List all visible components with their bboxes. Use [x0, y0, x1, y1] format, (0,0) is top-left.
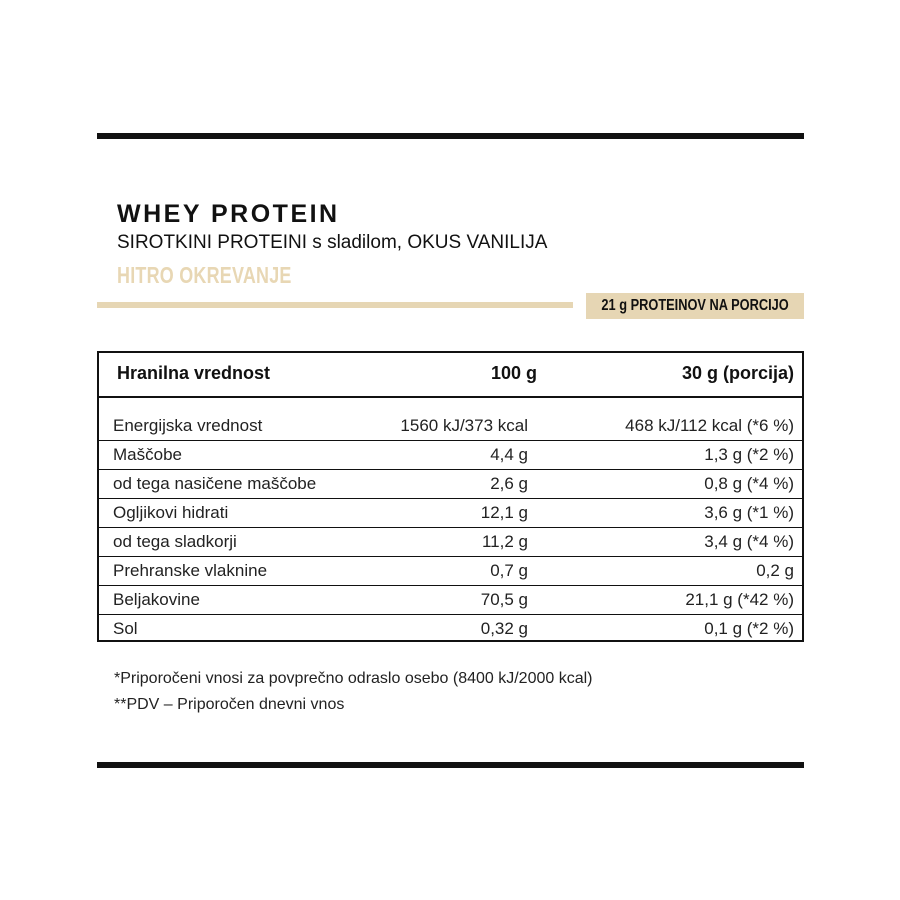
table-row	[99, 586, 802, 615]
table-row	[99, 441, 802, 470]
row-per-serving: 0,2 g	[756, 561, 794, 580]
product-tagline: HITRO OKREVANJE	[117, 262, 292, 288]
row-per-serving: 0,1 g (*2 %)	[704, 619, 794, 638]
row-per-serving: 21,1 g (*42 %)	[685, 590, 794, 609]
row-per-serving: 468 kJ/112 kcal (*6 %)	[625, 416, 794, 435]
row-per-serving: 3,4 g (*4 %)	[704, 532, 794, 551]
header-per-serving: 30 g (porcija)	[681, 363, 794, 383]
table-row	[99, 470, 802, 499]
footnote-pdv: **PDV – Priporočen dnevni vnos	[114, 696, 345, 713]
row-per-100g: 0,32 g	[480, 619, 528, 638]
row-per-100g: 12,1 g	[480, 503, 528, 522]
table-row	[99, 412, 802, 441]
row-nutrient: od tega nasičene maščobe	[113, 474, 317, 493]
footnote-reference-intake: *Priporočeni vnosi za povprečno odraslo osebo (8400 kJ/2000 kcal)	[114, 670, 593, 687]
nutrition-table	[97, 351, 804, 642]
table-row	[99, 615, 802, 643]
row-nutrient: Ogljikovi hidrati	[113, 503, 229, 522]
row-nutrient: Sol	[113, 619, 138, 638]
row-per-100g: 1560 kJ/373 kcal	[400, 416, 528, 435]
row-per-serving: 0,8 g (*4 %)	[704, 474, 794, 493]
row-per-100g: 11,2 g	[481, 532, 528, 551]
product-subtitle: SIROTKINI PROTEINI s sladilom, OKUS VANILIJA	[117, 232, 548, 253]
row-per-100g: 2,6 g	[490, 474, 528, 493]
row-per-100g: 4,4 g	[490, 445, 528, 464]
row-nutrient: Prehranske vlaknine	[113, 561, 268, 580]
bottom-divider	[97, 762, 804, 768]
row-per-100g: 0,7 g	[490, 561, 528, 580]
header-per-100g: 100 g	[490, 363, 537, 383]
table-row	[99, 528, 802, 557]
row-nutrient: od tega sladkorji	[113, 532, 237, 551]
table-body	[99, 412, 802, 643]
table-row	[99, 557, 802, 586]
row-per-serving: 1,3 g (*2 %)	[704, 445, 794, 464]
protein-badge-text: 21 g PROTEINOV NA PORCIJO	[601, 297, 789, 314]
top-divider	[97, 133, 804, 139]
row-nutrient: Maščobe	[113, 445, 182, 464]
row-per-serving: 3,6 g (*1 %)	[704, 503, 794, 522]
protein-badge	[586, 293, 804, 319]
row-nutrient: Beljakovine	[113, 590, 200, 609]
accent-bar	[97, 302, 573, 308]
row-nutrient: Energijska vrednost	[113, 416, 263, 435]
table-header	[99, 353, 802, 398]
row-per-100g: 70,5 g	[480, 590, 528, 609]
table-row	[99, 499, 802, 528]
product-title: WHEY PROTEIN	[117, 200, 340, 228]
header-nutrient: Hranilna vrednost	[117, 363, 271, 383]
